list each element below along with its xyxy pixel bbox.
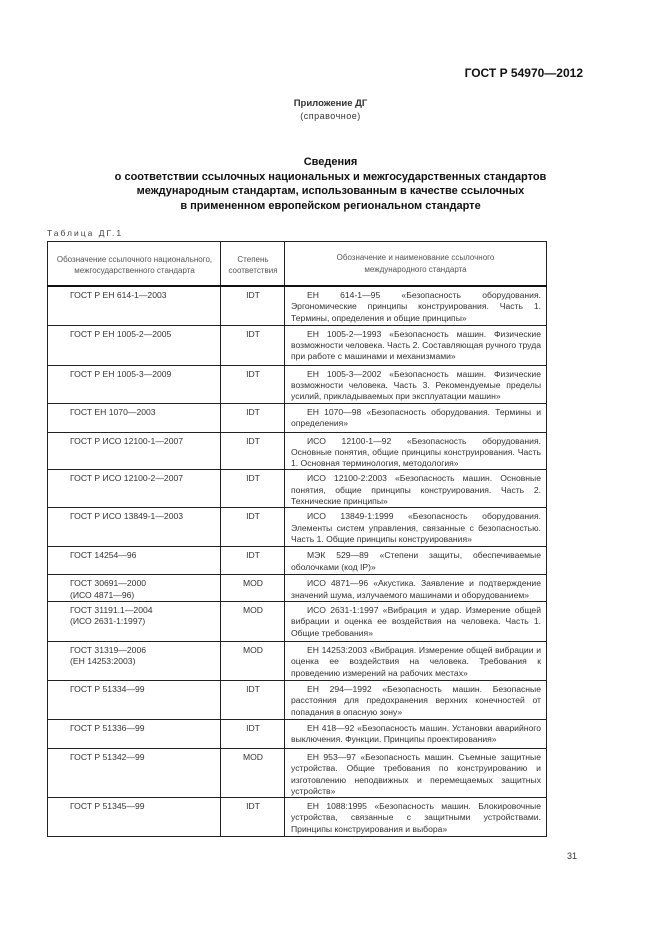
degree-cell: MOD — [221, 641, 285, 680]
international-standard: ЕН 418—92 «Безопасность машин. Установки аварийного выключения. Функции. Принципы проектирования» — [291, 722, 541, 745]
national-standard: ГОСТ Р ИСО 12100-2—2007 — [70, 473, 184, 484]
national-standard-cell — [48, 508, 221, 547]
column-header-national: Обозначение ссылочного национального, межгосударственного стандарта — [48, 242, 221, 287]
international-standard: ИСО 4871—96 «Акустика. Заявление и подтверждение значений шума, излучаемого машинами и оборудованием» — [291, 578, 541, 600]
international-standard-cell — [285, 748, 547, 797]
table-row — [48, 680, 547, 719]
degree-cell: IDT — [221, 365, 285, 403]
national-standard: ГОСТ Р ЕН 1005-2—2005 — [70, 328, 172, 339]
national-standard-cell — [48, 365, 221, 403]
international-standard-cell — [285, 575, 547, 602]
column-header-international: Обозначение и наименование ссылочного международного стандарта — [285, 242, 547, 287]
national-standard-equivalent: (ИСО 4871—96) — [70, 589, 135, 600]
national-standard: ГОСТ Р ЕН 1005-3—2009 — [70, 368, 172, 379]
national-standard: ГОСТ Р ИСО 12100-1—2007 — [70, 435, 184, 446]
document-code: ГОСТ Р 54970—2012 — [464, 66, 583, 80]
international-standard-cell — [285, 325, 547, 365]
national-standard: ГОСТ Р 51342—99 — [70, 751, 145, 762]
page-number: 31 — [567, 851, 578, 861]
degree-cell: MOD — [221, 575, 285, 602]
international-standard: ЕН 1005-3—2002 «Безопасность машин. Физические возможности человека. Часть 3. Рекомендуемые пределы усилий, прикладываемых при эксплуатации машин» — [291, 368, 541, 402]
national-standard: ГОСТ Р 51334—99 — [70, 683, 145, 694]
national-standard-cell — [48, 719, 221, 748]
degree-cell: IDT — [221, 286, 285, 325]
international-standard-cell — [285, 680, 547, 719]
table-row — [48, 719, 547, 748]
international-standard-cell — [285, 719, 547, 748]
international-standard-cell — [285, 798, 547, 837]
national-standard-cell — [48, 748, 221, 797]
degree-cell: IDT — [221, 547, 285, 575]
national-standard: ГОСТ 31319—2006 — [70, 644, 147, 655]
international-standard: ЕН 1005-2—1993 «Безопасность машин. Физические возможности человека. Часть 2. Составляющая ручного труда при работе с машинами и механизмами» — [291, 328, 541, 362]
international-standard-cell — [285, 508, 547, 547]
national-standard-cell — [48, 470, 221, 508]
national-standard-cell — [48, 680, 221, 719]
title-line: Сведения — [303, 156, 358, 168]
table-row — [48, 508, 547, 547]
table-row — [48, 286, 547, 325]
national-standard: ГОСТ 31191.1—2004 — [70, 604, 153, 615]
table-row — [48, 601, 547, 641]
international-standard: ИСО 13849-1:1999 «Безопасность оборудования. Элементы систем управления, связанные с безопасностью. Часть 1. Общие принципы конструирования» — [291, 511, 541, 544]
degree-cell: IDT — [221, 719, 285, 748]
national-standard-cell — [48, 641, 221, 680]
table-row — [48, 547, 547, 575]
national-standard: ГОСТ 14254—96 — [70, 550, 137, 561]
national-standard: ГОСТ Р 51345—99 — [70, 801, 145, 812]
international-standard-cell — [285, 601, 547, 641]
title-line: в примененном европейском региональном стандарте — [180, 199, 481, 212]
international-standard-cell — [285, 365, 547, 403]
section-title — [0, 155, 661, 213]
appendix-subtitle: (справочное) — [300, 111, 361, 121]
title-line: о соответствии ссылочных национальных и межгосударственных стандартов — [114, 170, 547, 183]
international-standard: ЕН 1070—98 «Безопасность оборудования. Термины и определения» — [291, 406, 541, 428]
international-standard-cell — [285, 286, 547, 325]
degree-cell: IDT — [221, 508, 285, 547]
international-standard: ИСО 12100-2:2003 «Безопасность машин. Основные понятия, общие принципы конструирования. Часть 2. Технические принципы» — [291, 473, 541, 506]
national-standard-cell — [48, 432, 221, 470]
international-standard: МЭК 529—89 «Степени защиты, обеспечиваемые оболочками (код IP)» — [291, 550, 541, 572]
table-row — [48, 432, 547, 470]
international-standard: ЕН 1088:1995 «Безопасность машин. Блокировочные устройства, связанные с защитными устройствами. Принципы конструирования и выбора» — [291, 801, 541, 834]
national-standard: ГОСТ Р 51336—99 — [70, 722, 145, 733]
international-standard: ИСО 12100-1—92 «Безопасность оборудования. Основные понятия, общие принципы конструирования. Часть 1. Основная терминология, методология» — [291, 435, 541, 469]
national-standard-cell — [48, 403, 221, 432]
degree-cell: IDT — [221, 680, 285, 719]
national-standard-equivalent: (ИСО 2631-1:1997) — [70, 616, 146, 627]
international-standard-cell — [285, 403, 547, 432]
international-standard: ИСО 2631-1:1997 «Вибрация и удар. Измерение общей вибрации и оценка ее воздействия на человека. Часть 1. Общие требования» — [291, 604, 541, 638]
national-standard-cell — [48, 325, 221, 365]
national-standard-equivalent: (ЕН 14253:2003) — [70, 656, 136, 667]
international-standard-cell — [285, 432, 547, 470]
table-caption: Таблица ДГ.1 — [47, 228, 124, 238]
degree-cell: IDT — [221, 403, 285, 432]
table-row — [48, 798, 547, 837]
correspondence-table — [47, 241, 547, 837]
national-standard: ГОСТ ЕН 1070—2003 — [70, 406, 156, 417]
degree-cell: MOD — [221, 601, 285, 641]
degree-cell: IDT — [221, 432, 285, 470]
table-row — [48, 575, 547, 602]
international-standard-cell — [285, 547, 547, 575]
international-standard: ЕН 294—1992 «Безопасность машин. Безопасные расстояния для предохранения верхних конечностей от попадания в опасную зону» — [291, 683, 541, 717]
national-standard-cell — [48, 547, 221, 575]
international-standard: ЕН 953—97 «Безопасность машин. Съемные защитные устройства. Общие требования по конструированию и изготовлению неподвижных и перемещаемых защитных устройств» — [291, 751, 541, 796]
degree-cell: IDT — [221, 798, 285, 837]
column-header-degree: Степень соответствия — [221, 242, 285, 287]
national-standard: ГОСТ Р ЕН 614-1—2003 — [70, 290, 167, 300]
table-row — [48, 748, 547, 797]
appendix-title: Приложение ДГ — [293, 98, 368, 109]
international-standard: ЕН 614-1—95 «Безопасность оборудования. Эргономические принципы конструирования. Часть 1. Термины, определения и общие принципы» — [291, 290, 541, 323]
degree-cell: IDT — [221, 470, 285, 508]
title-line: международным стандартам, использованным в качестве ссылочных — [136, 185, 525, 197]
national-standard-cell — [48, 575, 221, 602]
international-standard-cell — [285, 470, 547, 508]
national-standard-cell — [48, 286, 221, 325]
national-standard: ГОСТ Р ИСО 13849-1—2003 — [70, 511, 184, 522]
table-row — [48, 641, 547, 680]
international-standard-cell — [285, 641, 547, 680]
degree-cell: IDT — [221, 325, 285, 365]
national-standard-cell — [48, 601, 221, 641]
table-row — [48, 470, 547, 508]
table-row — [48, 325, 547, 365]
national-standard: ГОСТ 30691—2000 — [70, 578, 147, 589]
table-row — [48, 365, 547, 403]
international-standard: ЕН 14253:2003 «Вибрация. Измерение общей вибрации и оценка ее воздействия на человека. Требования к проведению измерений на рабочих местах» — [291, 644, 541, 678]
national-standard-cell — [48, 798, 221, 837]
table-row — [48, 403, 547, 432]
degree-cell: MOD — [221, 748, 285, 797]
